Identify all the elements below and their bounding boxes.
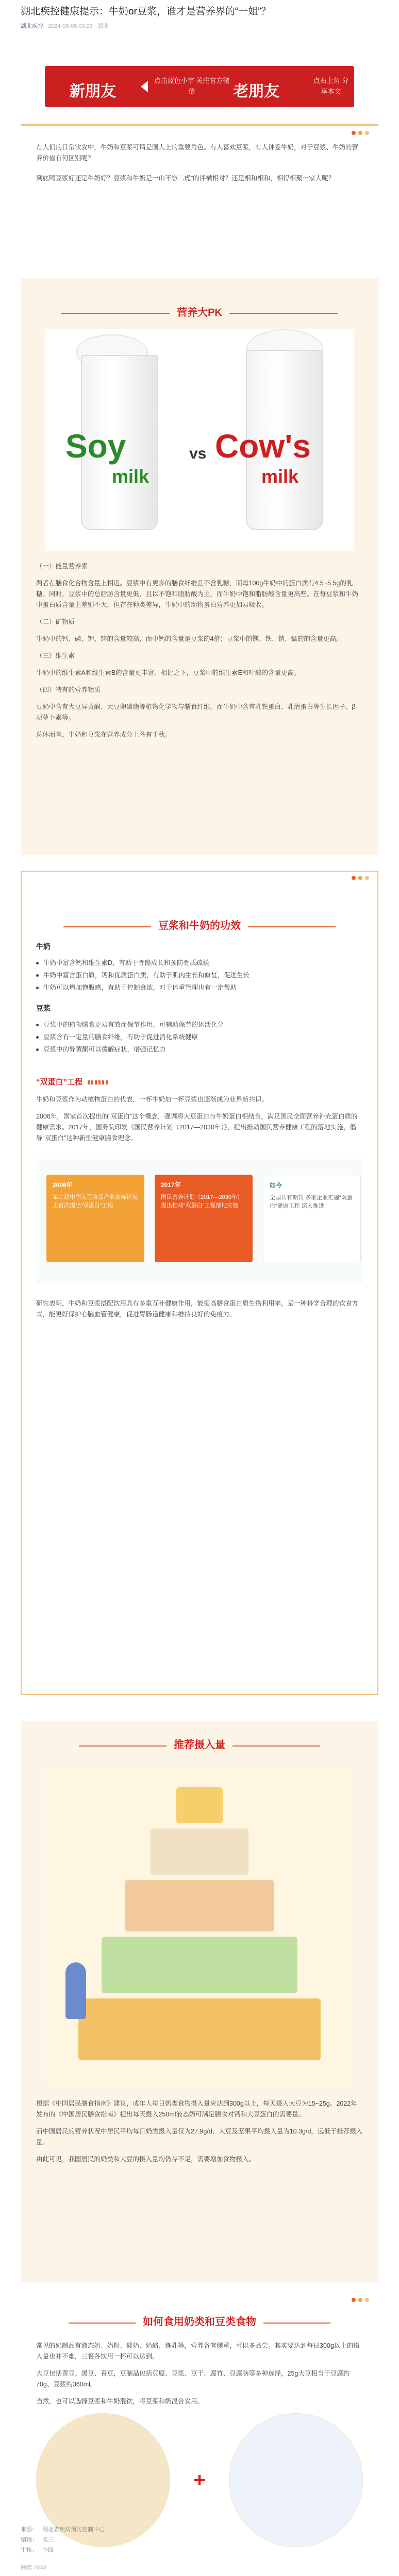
soy-title: 豆浆 (36, 1004, 51, 1012)
dots-decoration (352, 2298, 369, 2302)
vs-label: vs (189, 445, 207, 462)
follow-banner[interactable] (45, 66, 354, 107)
recommend-body (21, 2086, 378, 2183)
double-protein-timeline (36, 1159, 363, 1283)
soy-vs-cow-milk-image (45, 329, 354, 551)
pk-paragraph: （一）能量营养素 (36, 563, 88, 570)
source-row (21, 2524, 378, 2535)
divider (79, 1745, 167, 1747)
section-title-bar (45, 304, 354, 319)
benefit-paragraph: 牛奶和豆浆作为动植物蛋白的代表，一杯牛奶加一杯豆浆也逐渐成为业界新共识。 (36, 1096, 269, 1103)
divider (263, 2323, 330, 2324)
intro-section (21, 124, 378, 273)
plus-icon: + (193, 2468, 206, 2492)
list-item: 牛奶中富含蛋白质，钙和优质蛋白质，有助于肌肉生长和修复，促进生长 (36, 969, 363, 981)
pk-paragraph: （四）特有的营养物质 (36, 686, 101, 693)
banner-follow-text: 点击蓝色小字 关注官方微信 (154, 77, 230, 95)
pk-paragraph: （二）矿物质 (36, 618, 75, 625)
list-item: 牛奶可以增加饱腹感，有助于控制食欲，对于体重管理也有一定帮助 (36, 981, 363, 994)
pk-paragraph: 牛奶中的维生素A和维生素B的含量更丰富。相比之下，豆浆中的维生素E和叶酸的含量更高。 (36, 669, 301, 676)
read-label: 阅读 (21, 2565, 32, 2571)
source-value: 湖北省疾病预防控制中心 (42, 2527, 105, 2533)
divider (229, 313, 338, 314)
howto-section (21, 2293, 378, 2561)
benefit-paragraph: 2006年，国家首次提出的“双蛋白”这个概念，强调将大豆蛋白与牛奶蛋白相结合，满足国民全面营养补充蛋白质的健康需求。2017年，国务院印发《国民营养计划（2017—2030年）》，提出推动国民营养健康工程的落地实施，倡导“双蛋白”这种新型健康膳食理念。 (36, 1113, 358, 1142)
pyramid-tier-dairy (151, 1828, 248, 1875)
intro-paragraph: 到底喝豆浆好还是牛奶好？豆浆和牛奶是一山不容二虎”的伴横相对？还是相和相和，相得相聚一家人呢？ (36, 175, 335, 182)
cow-milk-label: milk (261, 466, 299, 487)
pk-section (21, 278, 378, 855)
runner-figure-icon (65, 1962, 86, 2019)
author-link[interactable]: 湖北疾控 (21, 23, 43, 29)
read-count (21, 2563, 378, 2573)
recommend-paragraph: 根据《中国居民膳食指南》建议，成年人每日奶类食物摄入量应达到300g以上，每天摄入大豆为15~25g。2022年发布的《中国居民膳食指南》提出每天摄入250ml液态奶可满足膳食对钙和大豆蛋白的需要量。 (36, 2100, 357, 2118)
pyramid-tier-vegetables (102, 1937, 297, 1993)
article-meta (21, 22, 378, 30)
pk-body (21, 551, 378, 740)
pyramid-tier-grains (78, 1998, 321, 2060)
source-label: 来源： (21, 2527, 38, 2533)
article-location: 湖北 (97, 23, 109, 29)
list-item: 豆浆中的植物膳食更易有效而保节作用，可辅助保节的体活化分 (36, 1019, 363, 1031)
editor-value: 张三 (42, 2537, 54, 2543)
editor-label: 编辑： (21, 2537, 38, 2543)
dots-decoration (352, 131, 369, 135)
divider (61, 313, 170, 314)
howto-paragraph: 当然，也可以选择豆浆和牛奶混饮，将豆浆和奶混合食用。 (36, 2398, 204, 2405)
review-label: 审核： (21, 2547, 38, 2553)
section-frame (21, 871, 378, 1695)
pk-paragraph: （三）维生素 (36, 652, 75, 659)
banner-share-text: 点右上角 分享本文 (313, 77, 349, 95)
dots-decoration (352, 876, 369, 880)
pk-paragraph: 牛奶中的钙、磷、钾、锌的含量较高，而中钙的含量是豆浆的4倍；豆浆中的镁、铁、钠、锰的的含量更高。 (36, 635, 343, 642)
soy-milk-label: milk (112, 466, 149, 487)
recommend-paragraph: 由此可见，我国居民的奶类和大豆的摄入量均仍存不足，需要增加食物摄入。 (36, 2156, 256, 2163)
soy-benefit-list (36, 1019, 363, 1056)
list-item: 豆浆含有一定量的膳食纤维，有助于促进消化系统健康 (36, 1031, 363, 1043)
pk-paragraph: 豆奶中含有大豆异黄酮、大豆卵磷脂等植物化学物与膳食纤维，而牛奶中含有乳铁蛋白、乳清蛋白等生长因子、β-胡萝卜素等。 (36, 703, 358, 721)
banner-old-friend: 老朋友 (233, 83, 279, 100)
article-title: 湖北疾控健康提示：牛奶or豆浆，谁才是营养界的“一姐”？ (21, 6, 271, 17)
subsection-title-text: “双蛋白”工程 (36, 1078, 83, 1087)
timeline-text: 全国共有期刊 多家企业实施“双蛋白”健康工程 深入推进 (270, 1195, 353, 1209)
howto-paragraph: 常见的奶制品有液态奶、奶粉、酸奶、奶酪、炼乳等，营养各有侧重，可以多品尝。其实要达到每日300g以上的摄入量也并不难，三餐各饮用一杯可以达到。 (36, 2342, 360, 2360)
timeline-year: 如今 (270, 1182, 282, 1189)
article-date: 2024-06-05 09:23 (48, 23, 93, 29)
read-value: 2033 (34, 2565, 46, 2571)
timeline-card (46, 1175, 144, 1262)
section-title: 如何食用奶类和豆类食物 (143, 2316, 256, 2328)
milk-benefit-list (36, 957, 363, 994)
howto-paragraph: 大豆包括黄豆、黑豆、青豆，豆制品包括豆腐、豆浆、豆干、腐竹、豆腐脑等多种选择，25g大豆相当于豆腐约70g、豆浆约360ml。 (36, 2370, 350, 2388)
section-title: 营养大PK (177, 307, 222, 318)
cow-label: Cow's (215, 428, 311, 465)
timeline-text: 第二届中国大豆食品产业高峰论坛上首次提出“双蛋白”工程 (53, 1194, 138, 1209)
timeline-card (155, 1175, 253, 1262)
section-title: 推荐摄入量 (174, 1739, 225, 1751)
soy-label: Soy (65, 428, 126, 465)
article-header (0, 0, 399, 30)
intro-paragraph: 在人们的日常饮食中，牛奶和豆浆可谓是国人上的重要角色。有人喜欢豆浆，有人钟爱牛奶，对于豆浆、牛奶的营养价值有何区别呢？ (36, 144, 359, 162)
pk-paragraph: 两者在膳食化合物含量上相近。豆浆中有更多的膳食纤维且不含乳糖，而每100g牛奶中的蛋白质有4.5~5.5g的乳糖。同时，豆浆中的总脂肪含量更低，且以不饱和脂肪酸为主，而牛奶中饱和脂肪酸含量更高些。在每豆浆和牛奶中蛋白质含量上差别不大，但存在种类差异，牛奶中的动物蛋白营养更加易吸收。 (36, 580, 359, 608)
recommend-paragraph: 而中国居民的营养状况中居民平均每日奶类摄入量仅为27.9g/d，大豆及坚果平均摄入量为10.3g/d，远低于推荐摄入量。 (36, 2128, 363, 2146)
benefit-paragraph: 研究表明，牛奶和豆浆搭配饮用具有多重互补健康作用，能提高膳食蛋白质生物利用率，是一种科学合理的饮食方式，能更好保护心脑血管健康，促进胃肠道健康和维持良好的免疫力。 (36, 1300, 359, 1318)
divider (232, 1745, 320, 1747)
section-title-bar (21, 2313, 378, 2328)
section-title: 豆浆和牛奶的功效 (158, 920, 241, 931)
section-title-bar (21, 1736, 378, 1751)
milk-title: 牛奶 (36, 942, 51, 951)
article-footer (21, 2524, 378, 2573)
pyramid-tier-oil (176, 1787, 223, 1823)
timeline-text: 国民营养计划（2017—2030年）提出推动“双蛋白”工程落地实施 (161, 1194, 243, 1209)
list-item: 豆浆中的异黄酮可以缓解症状，增强记忆力 (36, 1043, 363, 1056)
review-row (21, 2545, 378, 2555)
recommend-section (21, 1721, 378, 2282)
howto-body (21, 2328, 378, 2407)
pk-paragraph: 总体而言，牛奶和豆浆在营养成分上各有千秋。 (36, 731, 172, 738)
benefits-section (21, 871, 378, 1695)
pyramid-tier-meat (125, 1880, 274, 1931)
timeline-year: 2017年 (161, 1181, 181, 1189)
review-value: 李四 (42, 2547, 54, 2553)
timeline-year: 2006年 (53, 1181, 73, 1189)
arrow-left-icon (141, 81, 148, 92)
food-pyramid-image (45, 1767, 354, 2086)
banner-new-friend: 新朋友 (70, 83, 116, 100)
editor-row (21, 2535, 378, 2545)
timeline-card (263, 1175, 361, 1262)
list-item: 牛奶中富含钙和维生素D，有助于骨骼成长和预防骨质疏松 (36, 957, 363, 969)
divider (69, 2323, 136, 2324)
